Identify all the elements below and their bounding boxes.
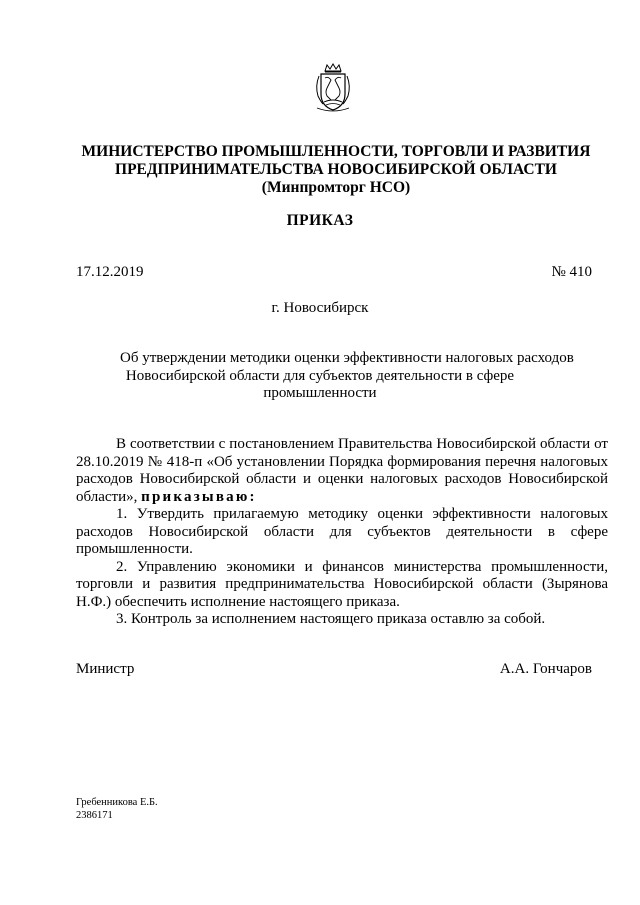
- ministry-name-line2: ПРЕДПРИНИМАТЕЛЬСТВА НОВОСИБИРСКОЙ ОБЛАСТИ: [115, 161, 557, 178]
- executor-info: [76, 796, 158, 822]
- order-item-3: 3. Контроль за исполнением настоящего приказа оставлю за собой.: [116, 611, 546, 627]
- ministry-short-name: (Минпромторг НСО): [261, 179, 411, 196]
- document-type-title: ПРИКАЗ: [286, 212, 354, 229]
- order-body: [76, 436, 608, 629]
- preamble-paragraph: [76, 436, 608, 506]
- city-label: г. Новосибирск: [271, 300, 369, 316]
- executor-name: Гребенникова Е.Б.: [76, 797, 158, 808]
- ministry-name-line1: МИНИСТЕРСТВО ПРОМЫШЛЕННОСТИ, ТОРГОВЛИ И РАЗВИТИЯ: [81, 143, 591, 160]
- subject-line2: Новосибирской области для субъектов деятельности в сфере: [125, 367, 515, 384]
- order-item-2: 2. Управлению экономики и финансов министерства промышленности, торговли и развития предпринимательства Новосибирской области (Зырянова Н.Ф.) обеспечить исполнение настоящего приказа.: [76, 558, 608, 610]
- coat-of-arms-icon: [313, 62, 353, 112]
- preamble-text: В соответствии с постановлением Правительства Новосибирской области от 28.10.2019 № 418-п «Об установлении Порядка формирования перечня налоговых расходов Новосибирской области и оценки налоговых расходов Новосибирской области»,: [76, 436, 608, 505]
- order-subject: [120, 350, 574, 403]
- order-keyword: приказываю:: [141, 488, 257, 505]
- executor-phone: 2386171: [76, 810, 113, 821]
- subject-line1: Об утверждении методики оценки эффективности налоговых расходов: [120, 350, 574, 366]
- signatory-name: А.А. Гончаров: [499, 661, 592, 677]
- signatory-position: Министр: [76, 661, 135, 677]
- order-date: 17.12.2019: [76, 264, 144, 280]
- subject-line3: промышленности: [263, 385, 377, 401]
- order-item-1: 1. Утвердить прилагаемую методику оценки эффективности налоговых расходов Новосибирской области для субъектов деятельности в сфере промышленности.: [76, 506, 608, 557]
- ministry-heading: [40, 143, 632, 197]
- order-number: № 410: [551, 264, 592, 280]
